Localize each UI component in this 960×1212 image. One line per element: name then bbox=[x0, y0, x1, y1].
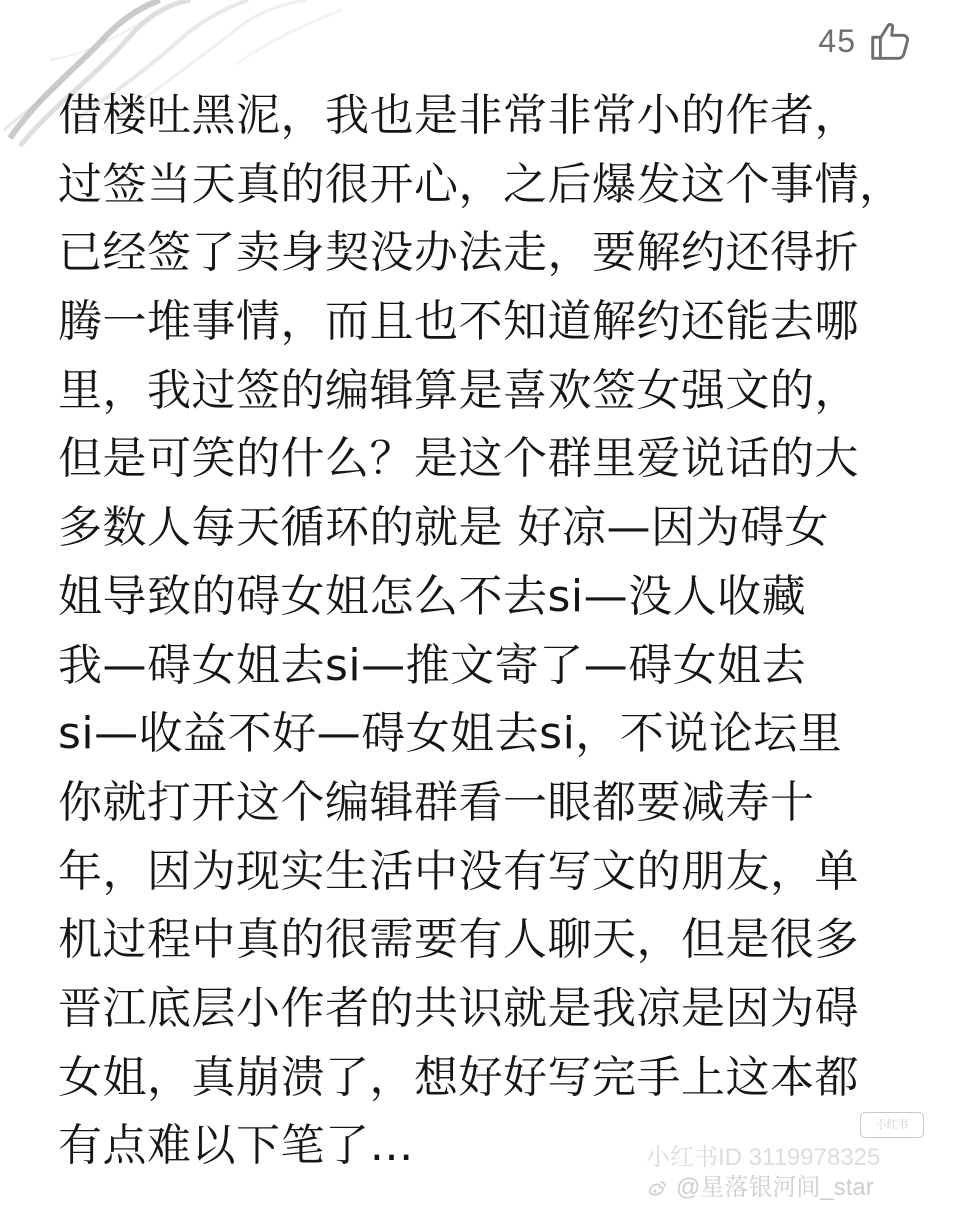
source-watermark bbox=[646, 1144, 880, 1202]
comment-line: 但是可笑的什么？是这个群里爱说话的大 bbox=[58, 433, 859, 485]
comment-line: 晋江底层小作者的共识就是我凉是因为碍 bbox=[58, 982, 859, 1034]
comment-line: 女姐，真崩溃了，想好好写完手上这本都 bbox=[58, 1051, 859, 1103]
comment-line: 机过程中真的很需要有人聊天，但是很多 bbox=[58, 914, 859, 966]
comment-line: 多数人每天循环的就是 好凉—因为碍女 bbox=[58, 502, 829, 554]
comment-line: 已经签了卖身契没办法走，要解约还得折 bbox=[58, 227, 859, 279]
comment-line: 里，我过签的编辑算是喜欢签女强文的， bbox=[58, 364, 859, 416]
comment-line: 我—碍女姐去si—推文寄了—碍女姐去 bbox=[58, 639, 807, 691]
like-area[interactable] bbox=[818, 18, 912, 64]
xiaohongshu-id-watermark: 小红书ID 3119978325 bbox=[646, 1144, 881, 1171]
comment-line: 腾一堆事情，而且也不知道解约还能去哪 bbox=[58, 296, 859, 348]
comment-line: si—收益不好—碍女姐去si，不说论坛里 bbox=[58, 708, 843, 760]
comment-line: 年，因为现实生活中没有写文的朋友，单 bbox=[58, 845, 859, 897]
comment-line: 有点难以下笔了… bbox=[58, 1120, 414, 1172]
comment-line: 借楼吐黑泥，我也是非常非常小的作者， bbox=[58, 90, 859, 141]
comment-line: 过签当天真的很开心，之后爆发这个事情， bbox=[58, 158, 904, 210]
weibo-handle-watermark bbox=[646, 1174, 880, 1202]
weibo-icon bbox=[646, 1177, 668, 1199]
weibo-handle-text: @星落银河间_star bbox=[676, 1174, 874, 1201]
like-count: 45 bbox=[818, 23, 856, 59]
thumbs-up-icon[interactable] bbox=[866, 18, 912, 64]
comment-line: 你就打开这个编辑群看一眼都要减寿十 bbox=[58, 776, 815, 828]
xiaohongshu-watermark-badge: 小红书 bbox=[860, 1112, 924, 1138]
comment-body bbox=[58, 82, 918, 1181]
comment-line: 姐导致的碍女姐怎么不去si—没人收藏 bbox=[58, 570, 807, 622]
